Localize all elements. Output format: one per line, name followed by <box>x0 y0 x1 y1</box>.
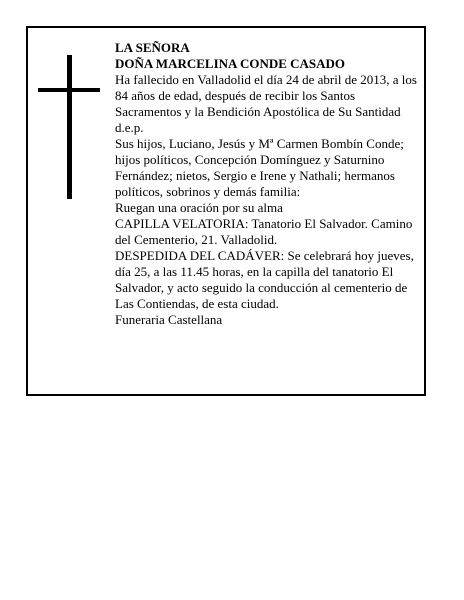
cross-icon <box>38 55 100 199</box>
notice-paragraph-wake: CAPILLA VELATORIA: Tanatorio El Salvador. Camino del Cementerio, 21. Valladolid. <box>115 216 413 247</box>
notice-paragraph-death: Ha fallecido en Valladolid el día 24 de abril de 2013, a los 84 años de edad, después de recibir los Santos Sacramentos y la Bendición Apostólica de Su Santidad d.e.p. <box>115 72 417 135</box>
notice-heading-title: LA SEÑORA <box>115 40 190 55</box>
notice-paragraph-prayer: Ruegan una oración por su alma <box>115 200 283 215</box>
notice-paragraph-family: Sus hijos, Luciano, Jesús y Mª Carmen Bombín Conde; hijos políticos, Concepción Domínguez y Saturnino Fernández; nietos, Sergio e Irene y Nathali; hermanos políticos, sobrinos y demás familia: <box>115 136 404 199</box>
notice-text <box>115 40 419 328</box>
obituary-notice <box>26 26 426 396</box>
notice-heading-name: DOÑA MARCELINA CONDE CASADO <box>115 56 346 71</box>
notice-paragraph-funeral-home: Funeraria Castellana <box>115 312 223 327</box>
cross-vertical-bar <box>67 55 72 199</box>
cross-horizontal-bar <box>38 88 100 92</box>
notice-paragraph-farewell: DESPEDIDA DEL CADÁVER: Se celebrará hoy jueves, día 25, a las 11.45 horas, en la capilla del tanatorio El Salvador, y acto seguido la conducción al cementerio de Las Contiendas, de esta ciudad. <box>115 248 414 311</box>
